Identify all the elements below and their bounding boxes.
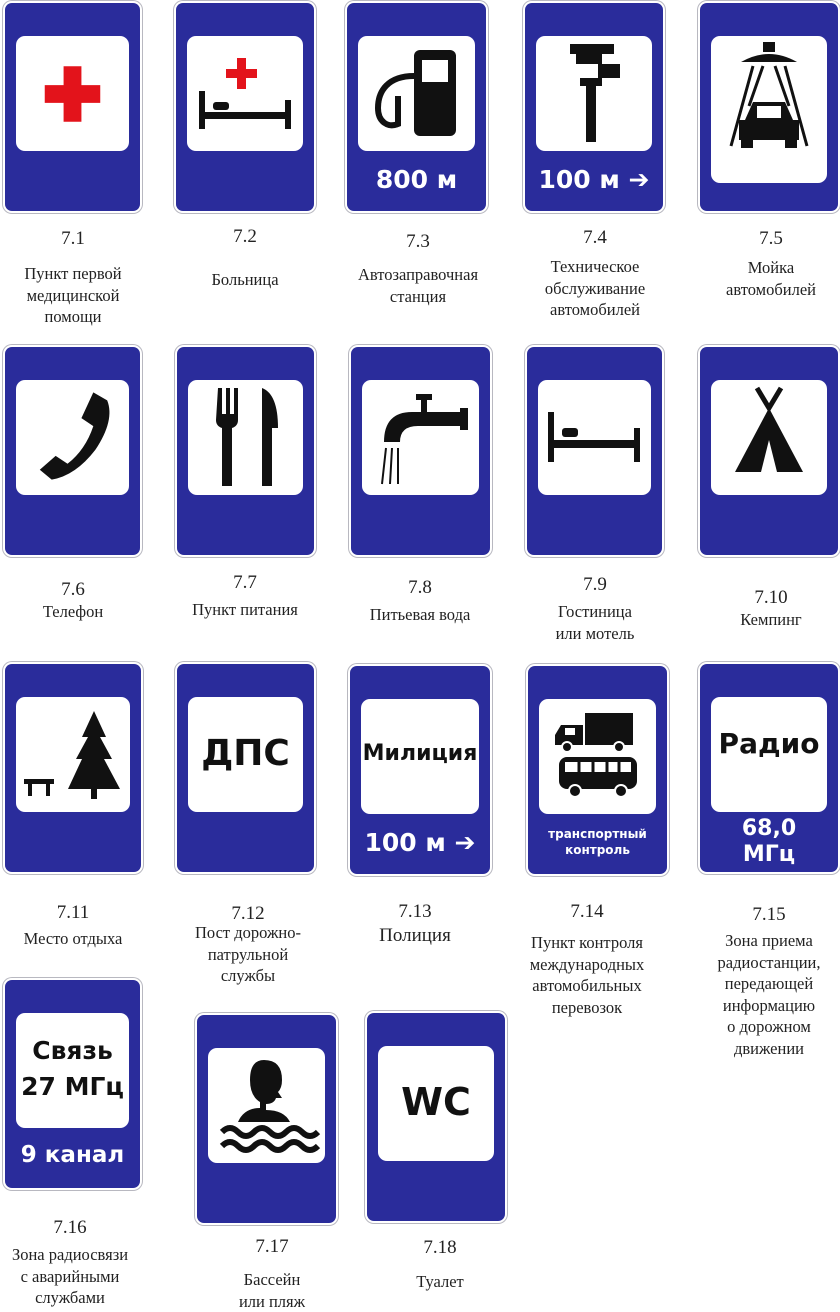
hospital-bed-icon bbox=[187, 36, 303, 151]
sign-7-12 bbox=[177, 664, 314, 872]
sign-7-14 bbox=[528, 666, 667, 874]
sign-number: 7.3 bbox=[406, 231, 430, 252]
sign-panel bbox=[16, 36, 129, 151]
panel-text: Радио bbox=[718, 727, 820, 760]
sign-7-17 bbox=[197, 1015, 336, 1223]
sign-7-18 bbox=[367, 1013, 505, 1221]
sign-7-2 bbox=[176, 3, 314, 211]
frequency-label: 68,0 МГц bbox=[741, 816, 797, 867]
sign-panel bbox=[711, 697, 827, 812]
sign-7-16 bbox=[5, 980, 140, 1188]
sign-number: 7.16 bbox=[53, 1217, 87, 1238]
sign-panel bbox=[538, 380, 651, 495]
sign-panel bbox=[358, 36, 475, 151]
sign-number: 7.1 bbox=[61, 228, 85, 249]
sign-caption: Автозаправочная станция bbox=[357, 265, 479, 306]
sign-panel bbox=[16, 380, 129, 495]
sign-number: 7.12 bbox=[231, 903, 265, 924]
distance-label: 100 м ➔ bbox=[364, 828, 476, 857]
sign-7-3 bbox=[347, 3, 486, 211]
sign-number: 7.11 bbox=[56, 902, 90, 923]
panel-text: ДПС bbox=[201, 733, 290, 774]
sign-number: 7.5 bbox=[759, 228, 783, 249]
sign-7-15 bbox=[700, 664, 838, 872]
sign-panel bbox=[187, 36, 303, 151]
sign-panel bbox=[16, 1013, 129, 1128]
sign-number: 7.4 bbox=[583, 227, 607, 248]
sign-number: 7.17 bbox=[255, 1236, 289, 1257]
water-tap-icon bbox=[362, 380, 479, 495]
panel-text: Связь 27 МГц bbox=[21, 1036, 124, 1101]
sign-7-10 bbox=[700, 347, 838, 555]
sign-caption: Зона радиосвязи с аварийными службами bbox=[11, 1245, 129, 1307]
sign-caption: Туалет bbox=[416, 1272, 464, 1291]
sign-caption: Техническое обслуживание автомобилей bbox=[544, 257, 646, 319]
sign-panel bbox=[361, 699, 479, 814]
truck-bus-icon bbox=[539, 699, 656, 814]
red-cross-icon bbox=[16, 36, 129, 151]
sign-panel bbox=[208, 1048, 325, 1163]
panel-text: WC bbox=[401, 1080, 471, 1124]
distance-label: 800 м bbox=[375, 165, 458, 194]
sign-number: 7.9 bbox=[583, 574, 607, 595]
sign-caption: Гостиница или мотель bbox=[555, 602, 635, 643]
car-wash-icon bbox=[711, 36, 827, 183]
sign-panel bbox=[378, 1046, 494, 1161]
sign-number: 7.13 bbox=[398, 901, 432, 922]
swimmer-icon bbox=[208, 1048, 325, 1163]
sign-number: 7.2 bbox=[233, 226, 257, 247]
sign-7-5 bbox=[700, 3, 838, 211]
sign-caption: Пункт первой медицинской помощи bbox=[24, 264, 122, 326]
sign-panel bbox=[362, 380, 479, 495]
fork-knife-icon bbox=[188, 380, 303, 495]
channel-label: 9 канал bbox=[20, 1142, 125, 1168]
tent-icon bbox=[711, 380, 827, 495]
sign-caption: Мойка автомобилей bbox=[726, 258, 816, 299]
sign-panel bbox=[711, 380, 827, 495]
sign-caption: Больница bbox=[211, 270, 279, 289]
sign-number: 7.8 bbox=[408, 577, 432, 598]
sign-panel bbox=[539, 699, 656, 814]
sign-7-8 bbox=[351, 347, 490, 555]
sign-caption: Пост дорожно- патрульной службы bbox=[195, 923, 301, 985]
sign-caption: Зона приема радиостанции, передающей информацию о дорожном движении bbox=[717, 931, 821, 1058]
sign-number: 7.10 bbox=[754, 587, 788, 608]
sign-7-13 bbox=[350, 666, 490, 874]
sign-number: 7.6 bbox=[61, 579, 85, 600]
fuel-pump-icon bbox=[358, 36, 475, 151]
sign-caption: Пункт питания bbox=[192, 600, 298, 619]
sign-7-7 bbox=[177, 347, 314, 555]
sign-7-6 bbox=[5, 347, 140, 555]
sign-number: 7.15 bbox=[752, 904, 786, 925]
sign-caption: Пункт контроля международных автомобильных перевозок bbox=[529, 933, 645, 1017]
sign-caption: Питьевая вода bbox=[369, 605, 471, 624]
sign-number: 7.7 bbox=[233, 572, 257, 593]
sign-panel bbox=[536, 36, 652, 151]
sign-number: 7.14 bbox=[570, 901, 604, 922]
distance-label: 100 м ➔ bbox=[538, 165, 650, 194]
sign-caption: Бассейн или пляж bbox=[238, 1270, 306, 1311]
telephone-icon bbox=[16, 380, 129, 495]
tree-bench-icon bbox=[16, 697, 130, 812]
sign-panel bbox=[711, 36, 827, 183]
sign-7-11 bbox=[5, 664, 141, 872]
sign-caption: Место отдыха bbox=[23, 929, 123, 948]
sign-caption: Полиция bbox=[379, 925, 451, 946]
sign-panel bbox=[188, 380, 303, 495]
wrench-icon bbox=[536, 36, 652, 151]
sign-caption-text: транспортный контроль bbox=[548, 827, 647, 857]
panel-text: Милиция bbox=[362, 741, 478, 766]
sign-7-1 bbox=[5, 3, 140, 211]
sign-panel bbox=[16, 697, 130, 812]
sign-7-4 bbox=[525, 3, 663, 211]
sign-panel bbox=[188, 697, 303, 812]
sign-7-9 bbox=[527, 347, 662, 555]
bed-icon bbox=[538, 380, 651, 495]
sign-number: 7.18 bbox=[423, 1237, 457, 1258]
sign-caption: Кемпинг bbox=[740, 610, 802, 629]
sign-caption: Телефон bbox=[42, 602, 104, 621]
